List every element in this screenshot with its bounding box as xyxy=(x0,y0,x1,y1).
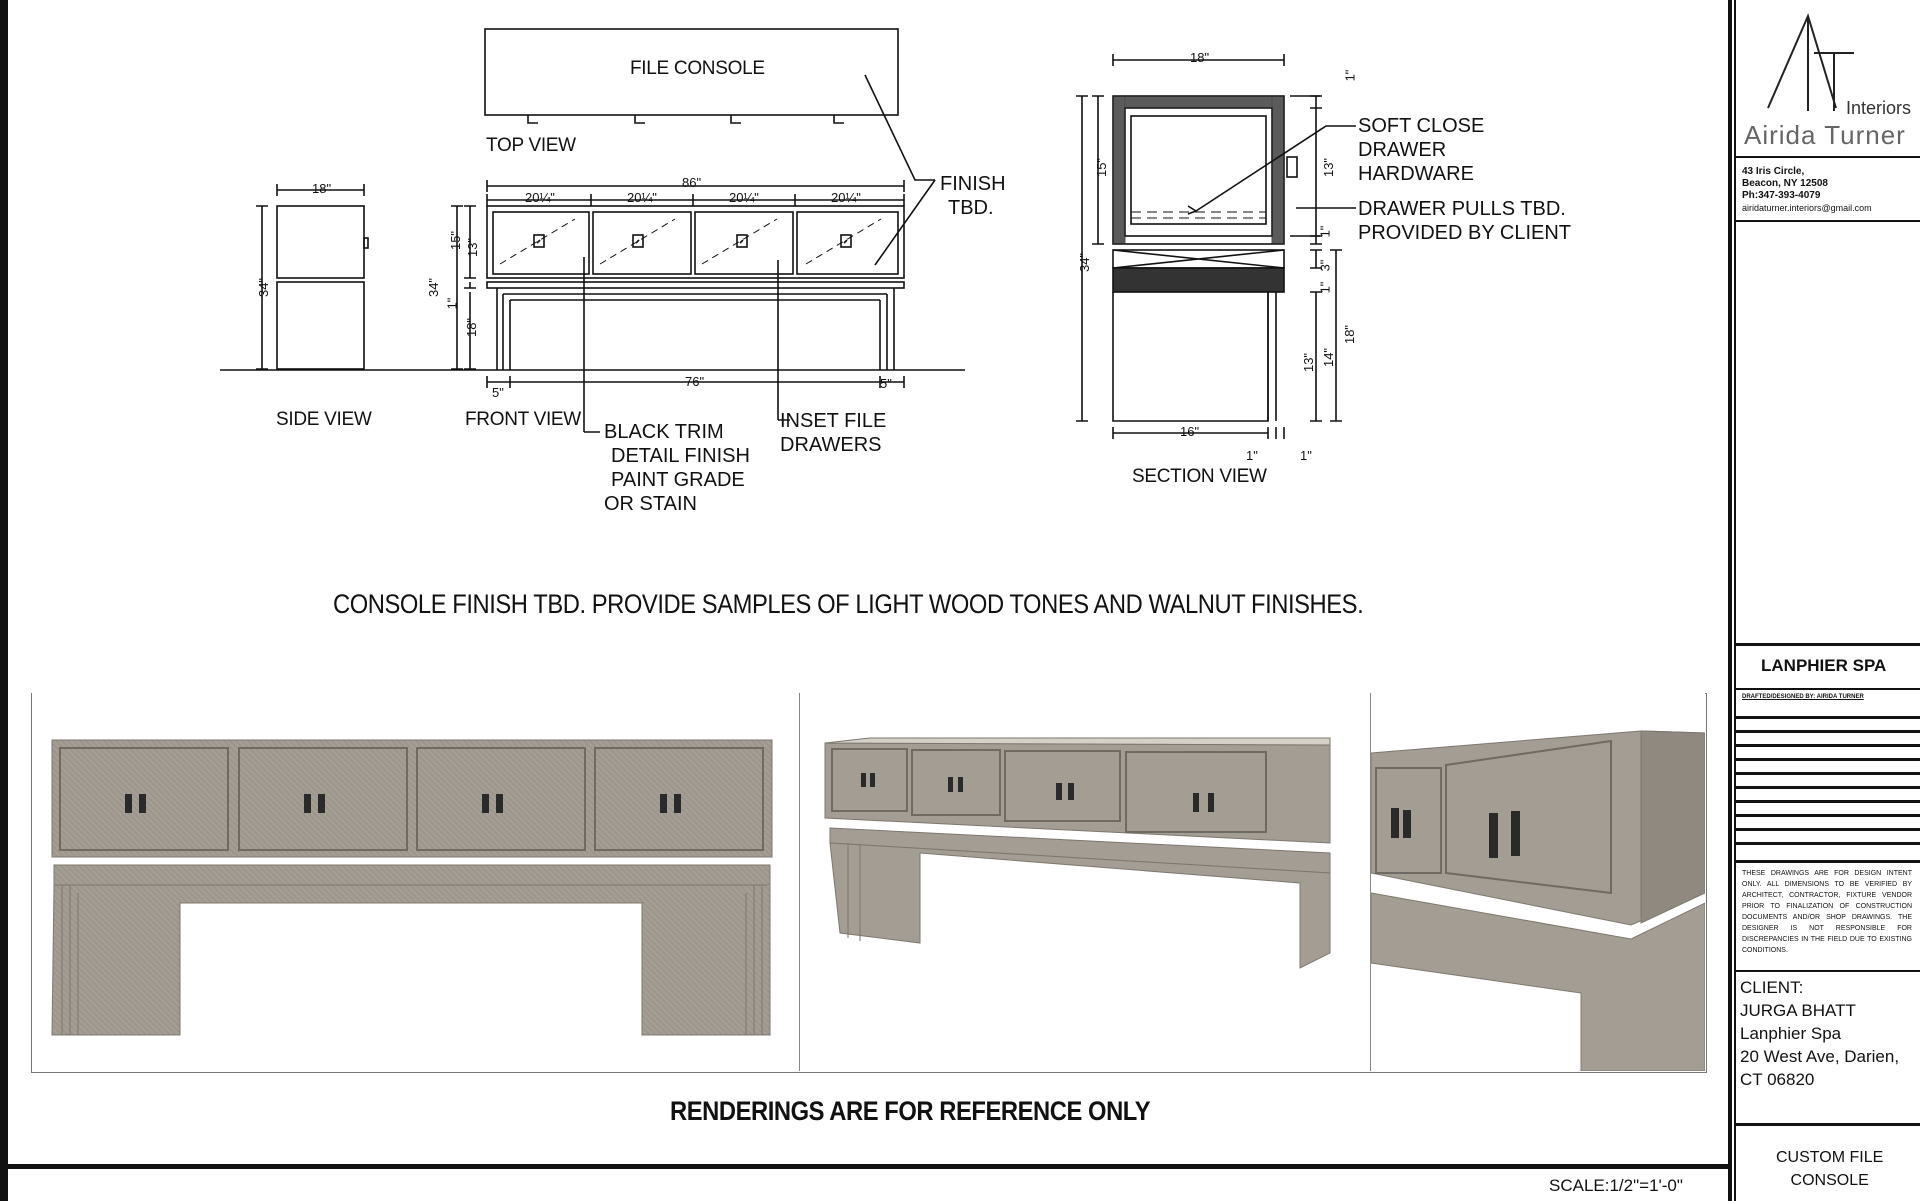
address-block: 43 Iris Circle, Beacon, NY 12508 Ph:347-393-4079 airidaturner.interiors@gmail.com xyxy=(1742,166,1872,213)
top-view-label: TOP VIEW xyxy=(486,135,576,156)
rendering-front xyxy=(32,693,800,1071)
blank-rows xyxy=(1736,705,1920,855)
drafted-by: DRAFTED/DESIGNED BY: AIRIDA TURNER xyxy=(1742,694,1864,700)
title-block xyxy=(1728,0,1920,1201)
scale-note: SCALE:1/2"=1'-0" xyxy=(1549,1176,1683,1195)
inset-drawers-note: INSET FILE DRAWERS xyxy=(780,410,887,456)
bottom-rule xyxy=(8,1164,1728,1169)
side-view-upper xyxy=(277,206,364,278)
project-name: LANPHIER SPA xyxy=(1761,656,1887,675)
side-view-label: SIDE VIEW xyxy=(276,409,372,430)
rendering-detail xyxy=(1371,693,1705,1071)
front-view-label: FRONT VIEW xyxy=(465,409,581,430)
sheet-title: CUSTOM FILE CONSOLE xyxy=(1776,1149,1884,1189)
client-block: CLIENT: JURGA BHATT Lanphier Spa 20 West Ave, Darien, CT 06820 xyxy=(1740,978,1900,1089)
rendering-angle xyxy=(800,693,1371,1071)
drawer-pulls-note: DRAWER PULLS TBD. PROVIDED BY CLIENT xyxy=(1358,198,1572,244)
renderings-reference-note: RENDERINGS ARE FOR REFERENCE ONLY xyxy=(670,1096,1151,1126)
logo-name: Airida Turner xyxy=(1744,120,1906,150)
section-view-label: SECTION VIEW xyxy=(1132,466,1267,487)
finish-note: FINISH TBD. xyxy=(940,173,1006,219)
file-console-label: FILE CONSOLE xyxy=(630,58,765,79)
disclaimer: THESE DRAWINGS ARE FOR DESIGN INTENT ONLY. ALL DIMENSIONS TO BE VERIFIED BY ARCHITECT, CONTRACTOR, FIXTURE VENDOR PRIOR TO FINALIZATION OF CONSTRUCTION DOCUMENTS AND/OR SHOP DRAWINGS. THE DESIGNER IS NOT RESPONSIBLE FOR DISCREPANCIES IN THE FIELD DUE TO EXISTING CONDITIONS. xyxy=(1742,870,1912,954)
console-finish-note: CONSOLE FINISH TBD. PROVIDE SAMPLES OF LIGHT WOOD TONES AND WALNUT FINISHES. xyxy=(333,589,1364,619)
black-trim-note: BLACK TRIM DETAIL FINISH PAINT GRADE OR STAIN xyxy=(604,421,750,515)
side-view-lower xyxy=(277,282,364,369)
logo-sub: Interiors xyxy=(1846,98,1912,118)
soft-close-note: SOFT CLOSE DRAWER HARDWARE xyxy=(1358,115,1485,185)
